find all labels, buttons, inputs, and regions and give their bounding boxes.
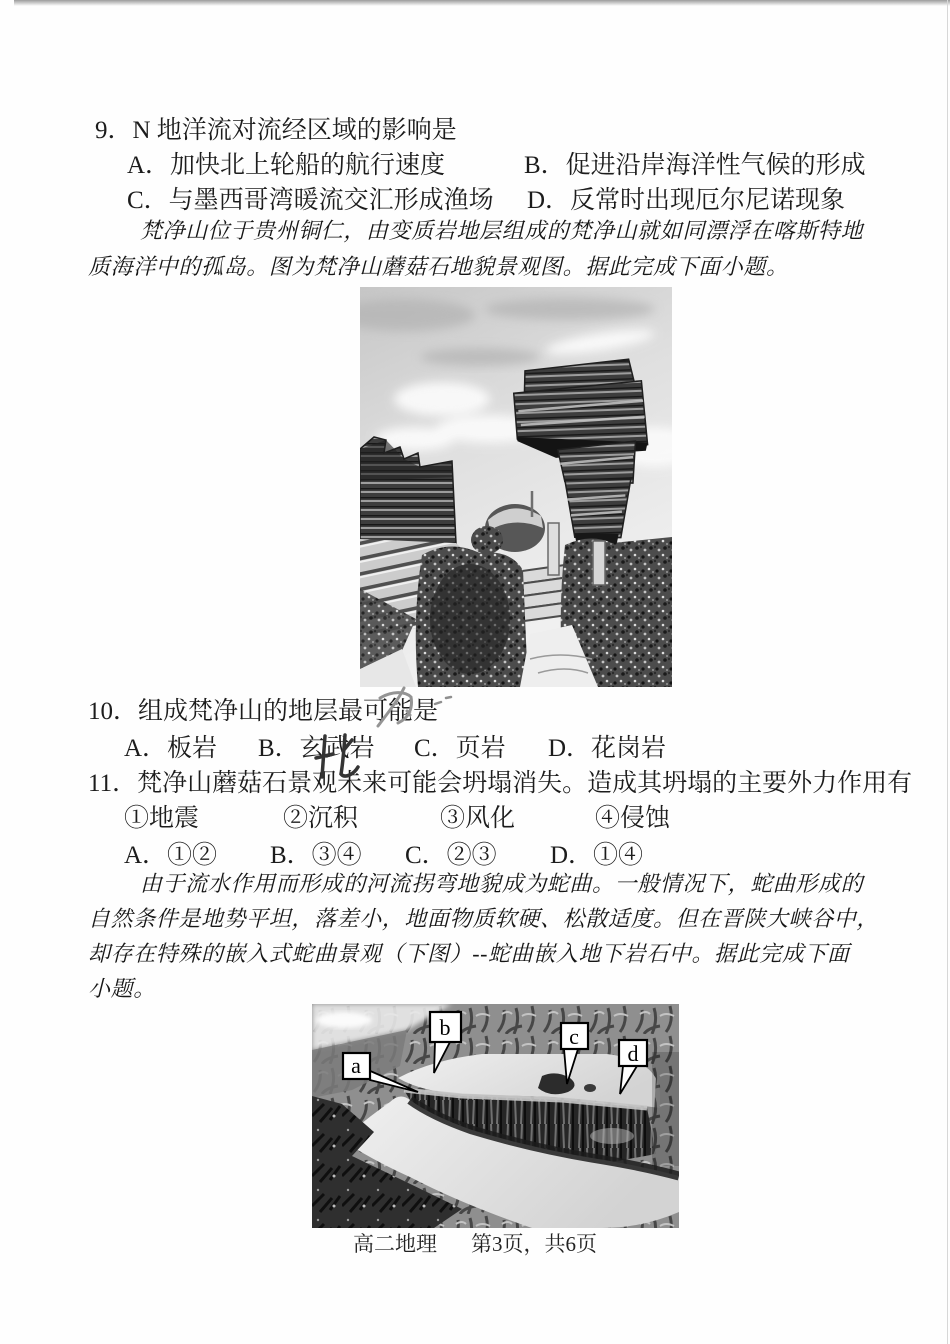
q10-option-c: C．页岩 <box>414 735 506 762</box>
figure2-label-c: c <box>569 1024 579 1049</box>
scan-edge-line <box>947 0 948 1344</box>
figure2-label-a: a <box>351 1053 361 1078</box>
q10-option-a: A．板岩 <box>124 735 218 762</box>
q11-option-d: D．①④ <box>550 842 644 869</box>
q10-option-d: D．花岗岩 <box>548 735 667 762</box>
q11-option-b: B．③④ <box>270 842 362 869</box>
q11-item-2: ②沉积 <box>283 805 359 832</box>
q11-item-3: ③风化 <box>440 805 516 832</box>
q11-option-c: C．②③ <box>405 842 497 869</box>
q10-option-b: B．玄武岩 <box>258 735 375 762</box>
stone-post-right <box>593 541 605 585</box>
incised-meander-photo <box>312 1004 679 1228</box>
stone-post-left <box>548 523 559 575</box>
q9-option-a: A．加快北上轮船的航行速度 <box>127 152 446 179</box>
passage2-line-3: 却存在特殊的嵌入式蛇曲景观（下图）--蛇曲嵌入地下岩石中。据此完成下面 <box>88 941 850 966</box>
passage2-line-4: 小题。 <box>88 976 156 1001</box>
passage1-line-2: 质海洋中的孤岛。图为梵净山蘑菇石地貌景观图。据此完成下面小题。 <box>88 254 789 279</box>
q9-option-c: C．与墨西哥湾暖流交汇形成渔场 <box>127 187 494 214</box>
q11-item-4: ④侵蚀 <box>595 805 671 832</box>
mushroom-rock-illustration <box>360 287 672 687</box>
footer-course: 高二地理 <box>353 1232 437 1256</box>
page-footer <box>0 1228 950 1258</box>
scan-shadow <box>14 0 950 6</box>
q9-option-d: D．反常时出现厄尔尼诺现象 <box>527 187 846 214</box>
q11-item-1: ①地震 <box>124 805 200 832</box>
figure2-label-d: d <box>627 1041 639 1066</box>
passage1-line-1: 梵净山位于贵州铜仁，由变质岩地层组成的梵净山就如同漂浮在喀斯特地 <box>140 218 864 243</box>
figure2-label-b: b <box>439 1015 451 1040</box>
fanjingshan-mushroom-rock-photo <box>360 287 672 687</box>
question-9-stem: 9．N 地洋流对流经区域的影响是 <box>95 117 457 144</box>
meander-illustration <box>312 1004 679 1228</box>
q9-option-b: B．促进沿岸海洋性气候的形成 <box>524 152 866 179</box>
question-10-stem: 10．组成梵净山的地层最可能是 <box>88 698 439 725</box>
passage2-line-2: 自然条件是地势平坦，落差小，地面物质软硬、松散适度。但在晋陕大峡谷中， <box>88 906 880 931</box>
passage2-line-1: 由于流水作用而形成的河流拐弯地貌成为蛇曲。一般情况下，蛇曲形成的 <box>140 871 864 896</box>
footer-page-info: 第3页，共6页 <box>471 1232 597 1256</box>
q11-option-a: A．①② <box>124 842 218 869</box>
question-11-stem: 11．梵净山蘑菇石景观未来可能会坍塌消失。造成其坍塌的主要外力作用有 <box>88 770 913 797</box>
